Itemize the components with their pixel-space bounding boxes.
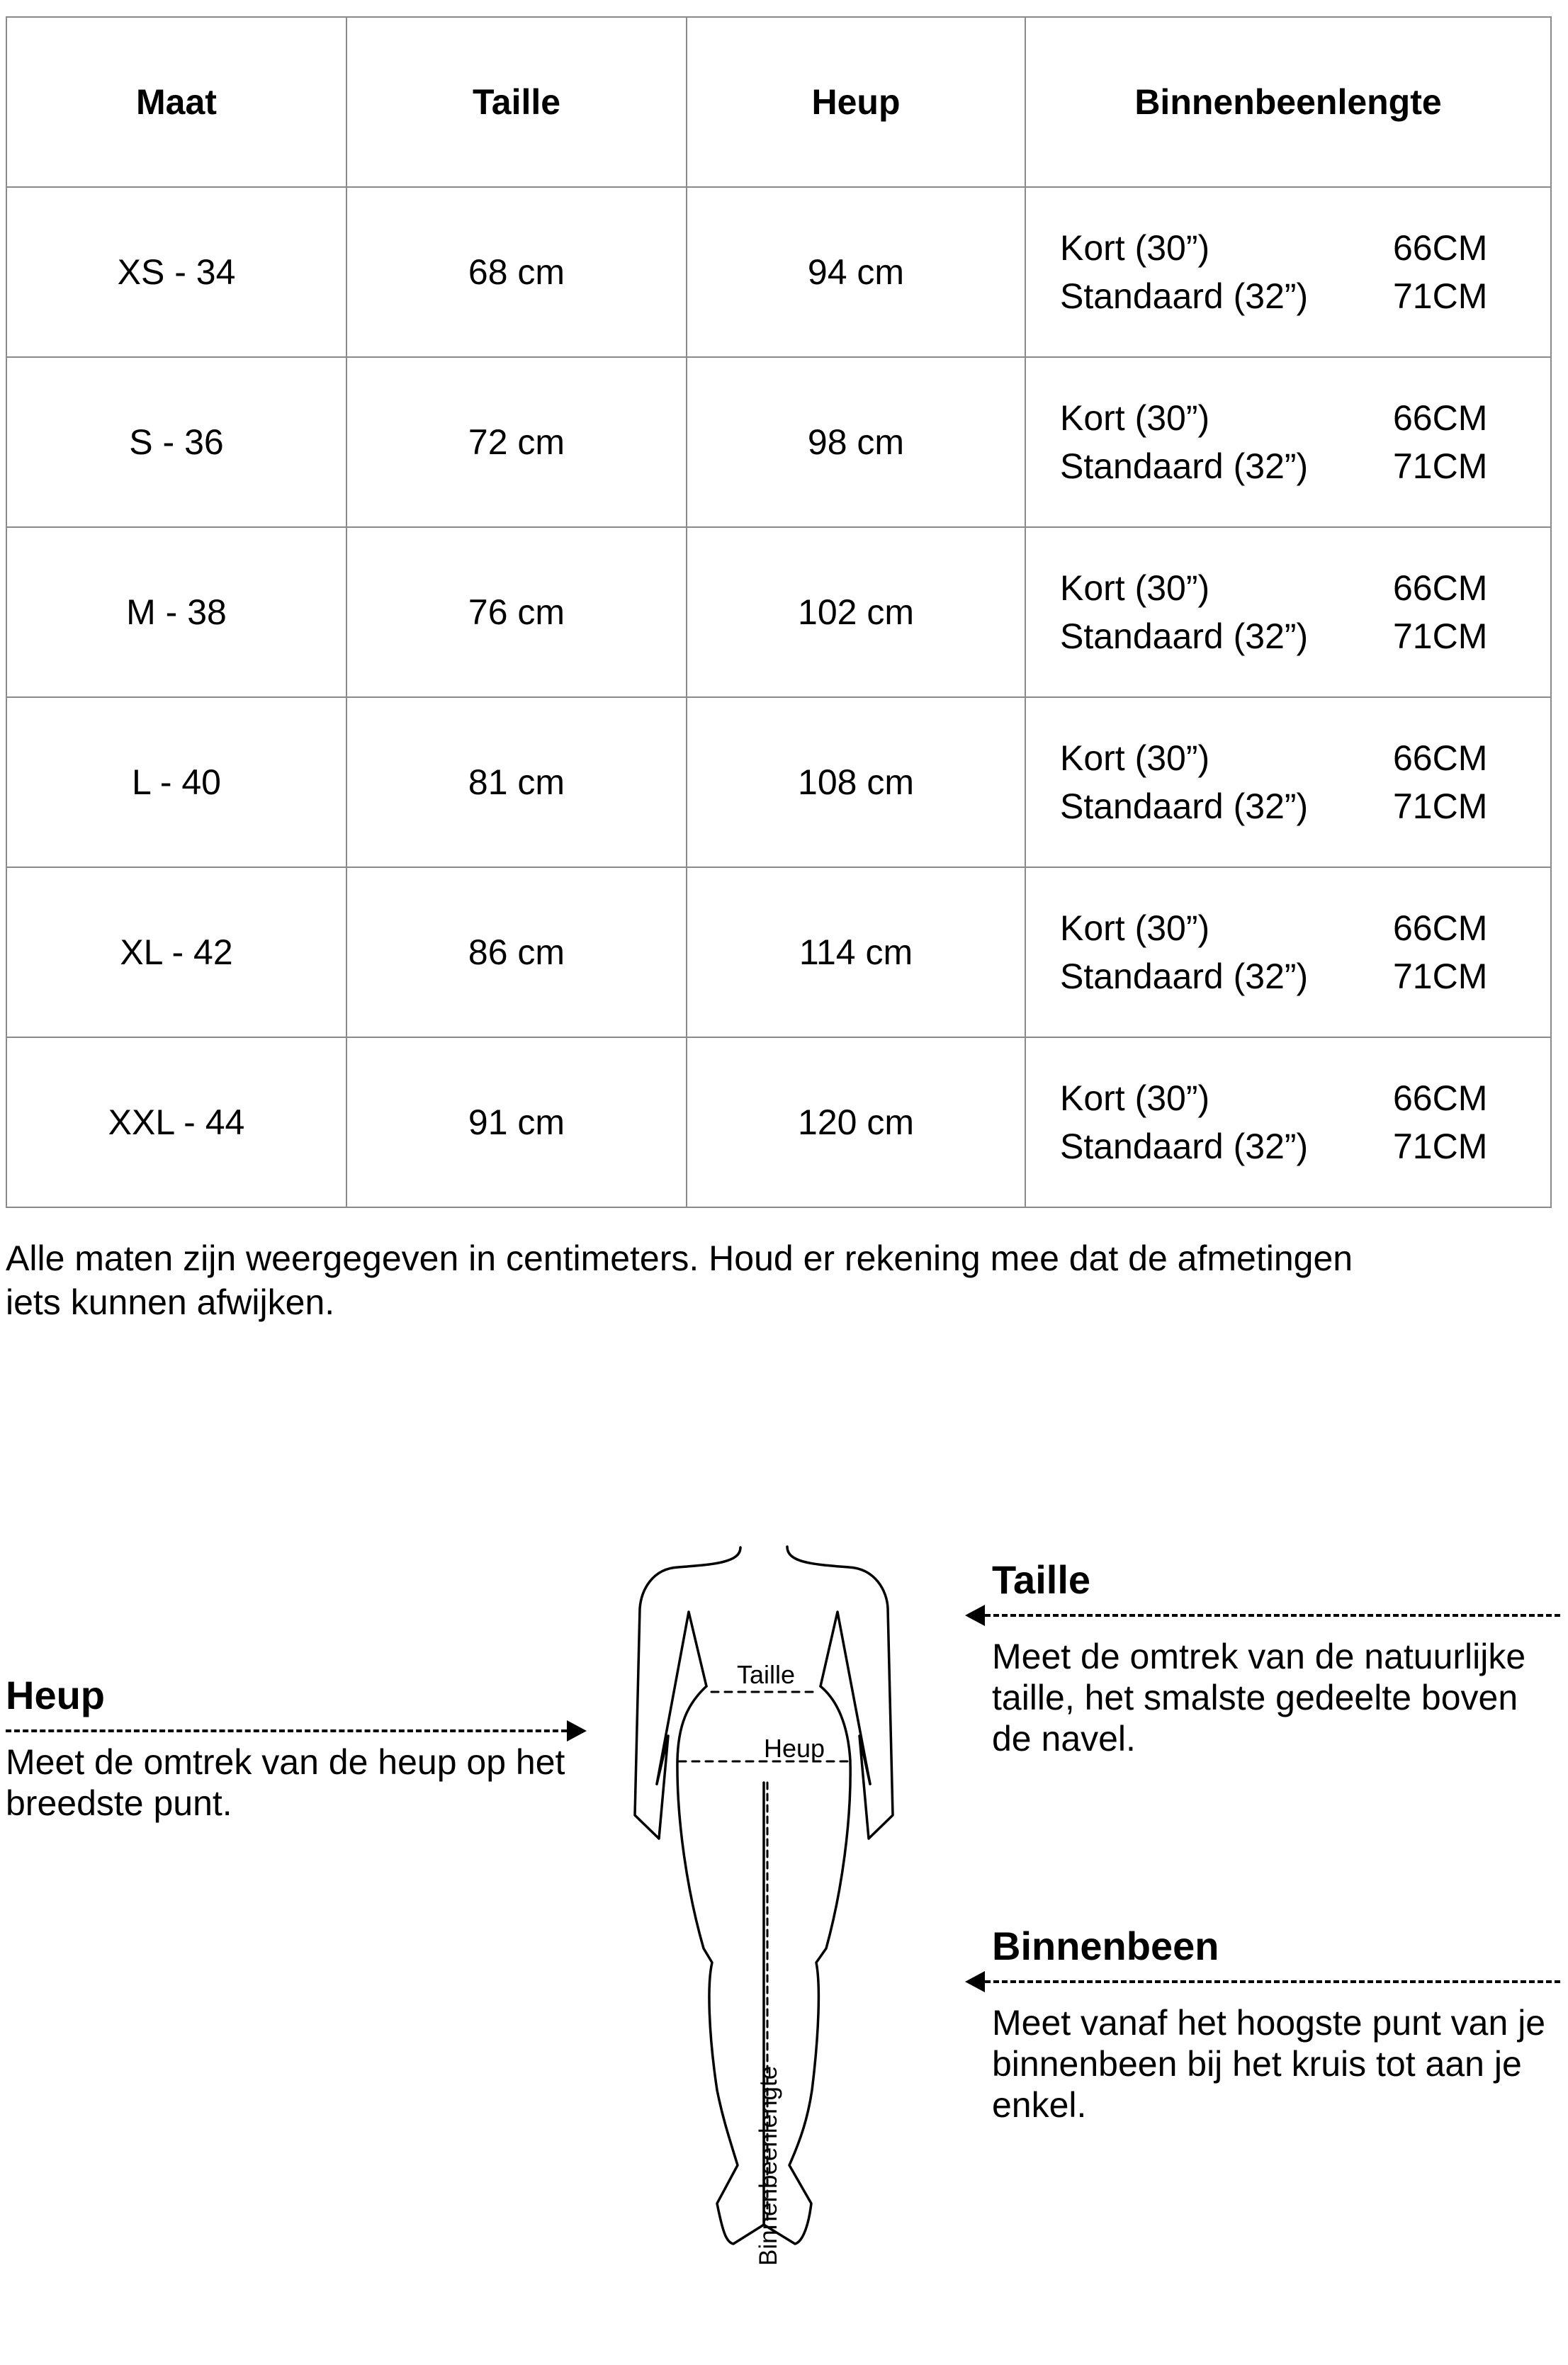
instruction-hip-text: Meet de omtrek van de heup op het breedste punt. [6,1742,565,1823]
inseam-standard-value: 71CM [1393,446,1488,486]
inseam-standard-label: Standaard (32”) [1060,446,1309,486]
instruction-waist [965,1555,1560,1759]
inseam-short-value: 66CM [1393,228,1488,268]
inseam-standard-value: 71CM [1393,786,1488,826]
cell-inseam [1025,867,1551,1037]
cell-inseam [1025,527,1551,697]
cell-size: M - 38 [6,527,346,697]
instruction-hip [6,1671,587,1824]
cell-hip: 114 cm [687,867,1025,1037]
inseam-standard-value: 71CM [1393,1127,1488,1166]
cell-size: XL - 42 [6,867,346,1037]
table-row [6,187,1551,357]
table-row [6,1037,1551,1207]
cell-waist: 72 cm [346,357,687,527]
instruction-inseam-title: Binnenbeen [992,1924,1219,1968]
cell-inseam [1025,697,1551,867]
cell-hip: 94 cm [687,187,1025,357]
cell-inseam [1025,357,1551,527]
inseam-standard-value: 71CM [1393,616,1488,656]
inseam-standard-label: Standaard (32”) [1060,956,1309,996]
figure-label-hip: Heup [764,1734,825,1763]
size-table [6,16,1552,1208]
instruction-hip-title: Heup [6,1673,105,1717]
table-row [6,697,1551,867]
arrow-right-icon [6,1720,587,1742]
inseam-short-label: Kort (30”) [1060,908,1210,948]
inseam-standard-label: Standaard (32”) [1060,1127,1309,1166]
table-header-row [6,17,1551,187]
cell-hip: 98 cm [687,357,1025,527]
arrow-left-icon [965,1605,1560,1626]
header-hip: Heup [687,17,1025,187]
cell-waist: 68 cm [346,187,687,357]
inseam-short-label: Kort (30”) [1060,1078,1210,1118]
inseam-short-value: 66CM [1393,738,1488,778]
inseam-short-value: 66CM [1393,568,1488,608]
inseam-short-label: Kort (30”) [1060,398,1210,438]
inseam-short-label: Kort (30”) [1060,568,1210,608]
arrow-left-icon [965,1971,1560,1992]
cell-waist: 76 cm [346,527,687,697]
cell-waist: 91 cm [346,1037,687,1207]
header-waist: Taille [346,17,687,187]
cell-size: S - 36 [6,357,346,527]
inseam-short-value: 66CM [1393,908,1488,948]
cell-waist: 81 cm [346,697,687,867]
cell-size: XS - 34 [6,187,346,357]
inseam-short-value: 66CM [1393,1078,1488,1118]
measurement-note: Alle maten zijn weergegeven in centimeters. Houd er rekening mee dat de afmetingen iets kunnen afwijken. [6,1238,1353,1322]
cell-hip: 108 cm [687,697,1025,867]
cell-size: L - 40 [6,697,346,867]
table-row [6,357,1551,527]
inseam-standard-value: 71CM [1393,276,1488,316]
inseam-standard-label: Standaard (32”) [1060,786,1309,826]
cell-size: XXL - 44 [6,1037,346,1207]
cell-hip: 102 cm [687,527,1025,697]
figure-label-waist: Taille [737,1660,796,1689]
header-size: Maat [6,17,346,187]
body-measurement-figure [609,1523,907,2361]
cell-hip: 120 cm [687,1037,1025,1207]
inseam-standard-label: Standaard (32”) [1060,276,1309,316]
cell-inseam [1025,187,1551,357]
figure-label-inseam-text: Binnenbeenlengte [755,2065,782,2266]
instruction-waist-text: Meet de omtrek van de natuurlijke taille, het smalste gedeelte boven de navel. [992,1637,1526,1759]
table-row [6,527,1551,697]
inseam-short-label: Kort (30”) [1060,228,1210,268]
cell-inseam [1025,1037,1551,1207]
instruction-inseam [965,1921,1560,2126]
inseam-short-label: Kort (30”) [1060,738,1210,778]
instruction-inseam-text: Meet vanaf het hoogste punt van je binnenbeen bij het kruis tot aan je enkel. [992,2003,1546,2125]
inseam-standard-label: Standaard (32”) [1060,616,1309,656]
inseam-short-value: 66CM [1393,398,1488,438]
table-row [6,867,1551,1037]
cell-waist: 86 cm [346,867,687,1037]
inseam-standard-value: 71CM [1393,956,1488,996]
header-inseam: Binnenbeenlengte [1025,17,1551,187]
instruction-waist-title: Taille [992,1557,1091,1602]
